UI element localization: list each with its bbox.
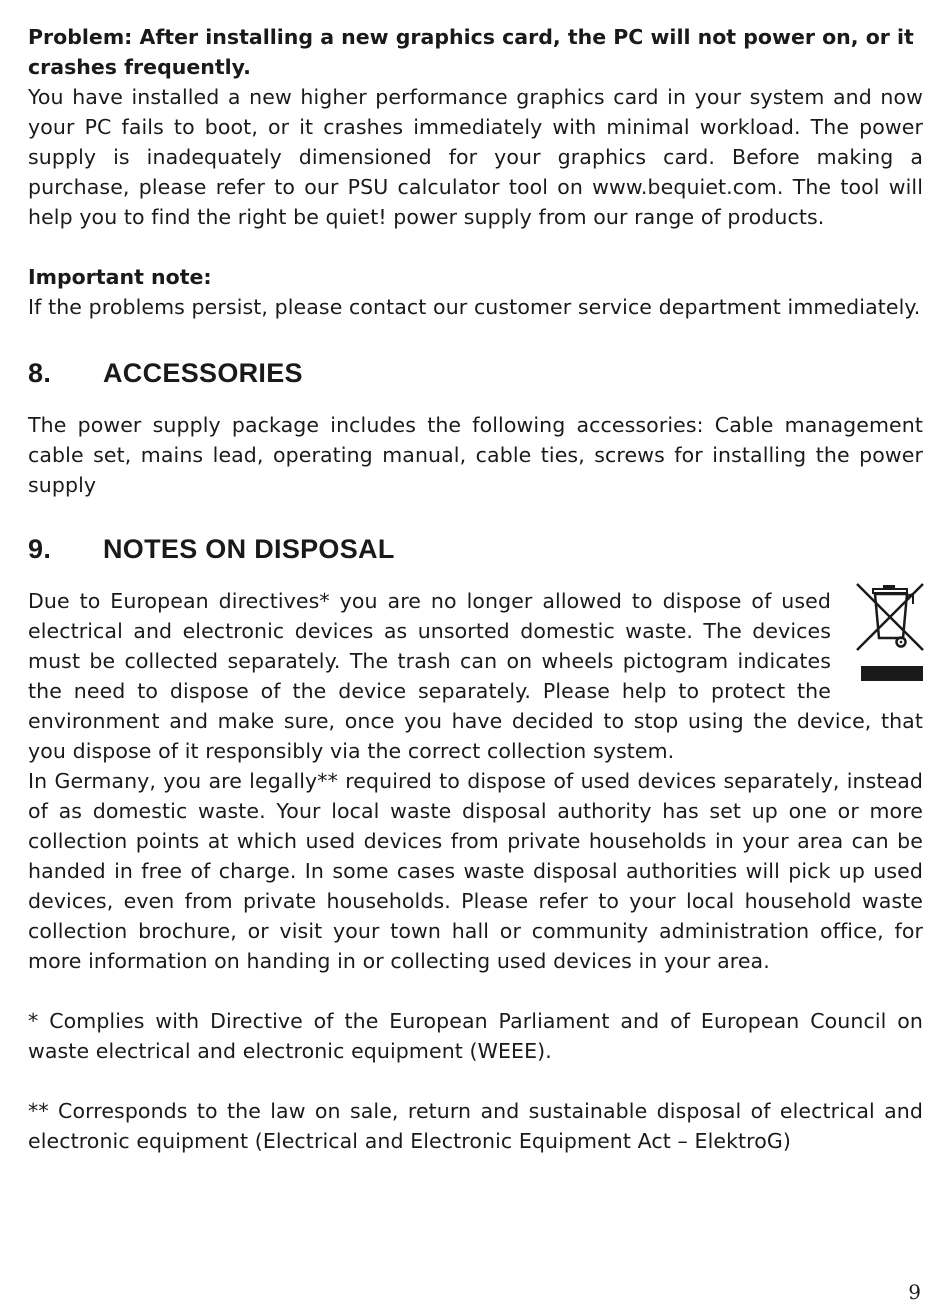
- crossed-out-wheelie-bin-icon: [853, 582, 925, 694]
- page-number: 9: [908, 1280, 921, 1304]
- problem-body: You have installed a new higher performance graphics card in your system and now your PC fails to boot, or it crashes immediately with minimal workload. The power supply is inadequately dimensioned for your graphics card. Before making a purchase, please refer to our PSU calculator tool on www.bequiet.com. The tool will help you to find the right be quiet! power supply from our range of products.: [28, 85, 923, 229]
- section-title-accessories: [28, 356, 923, 390]
- spacer: [28, 232, 923, 262]
- section-number: 8.: [28, 358, 52, 388]
- spacer: [28, 500, 923, 532]
- footnote-weee: * Complies with Directive of the European Parliament and of European Council on waste electrical and electronic equipment (WEEE).: [28, 1009, 923, 1063]
- section-title-disposal: [28, 532, 923, 566]
- spacer: [28, 976, 923, 1006]
- disposal-paragraph-1: Due to European directives* you are no longer allowed to dispose of used electrical and electronic devices as unsorted domestic waste. The devices must be collected separately. The trash can on wheels pictogram indicates the need to dispose of the device separately. Please help to protect the environment and make sure, once you have decided to stop using the device, that you dispose of it responsibly via the correct collection system.: [28, 589, 923, 763]
- problem-heading: Problem: After installing a new graphics card, the PC will not power on, or it crashes frequently.: [28, 25, 914, 79]
- spacer: [28, 390, 923, 410]
- spacer: [28, 1066, 923, 1096]
- section-heading-text: NOTES ON DISPOSAL: [103, 534, 395, 564]
- section-number: 9.: [28, 534, 52, 564]
- important-note-body: If the problems persist, please contact our customer service department immediately.: [28, 295, 921, 319]
- manual-page: [28, 22, 923, 1156]
- spacer: [28, 566, 923, 586]
- important-note-heading: Important note:: [28, 265, 212, 289]
- section-heading-text: ACCESSORIES: [103, 358, 303, 388]
- accessories-body: The power supply package includes the following accessories: Cable management cable set, mains lead, operating manual, cable ties, screws for installing the power supply: [28, 413, 923, 497]
- disposal-block: [28, 586, 923, 976]
- disposal-paragraph-2: In Germany, you are legally** required to dispose of used devices separately, instead of as domestic waste. Your local waste disposal authority has set up one or more collection points at which used devices from private households in your area can be handed in free of charge. In some cases waste disposal authorities will pick up used devices, even from private households. Please refer to your local household waste collection brochure, or visit your town hall or community administration office, for more information on handing in or collecting used devices in your area.: [28, 769, 923, 973]
- footnote-elektrog: ** Corresponds to the law on sale, return and sustainable disposal of electrical and electronic equipment (Electrical and Electronic Equipment Act – ElektroG): [28, 1099, 923, 1153]
- spacer: [28, 322, 923, 356]
